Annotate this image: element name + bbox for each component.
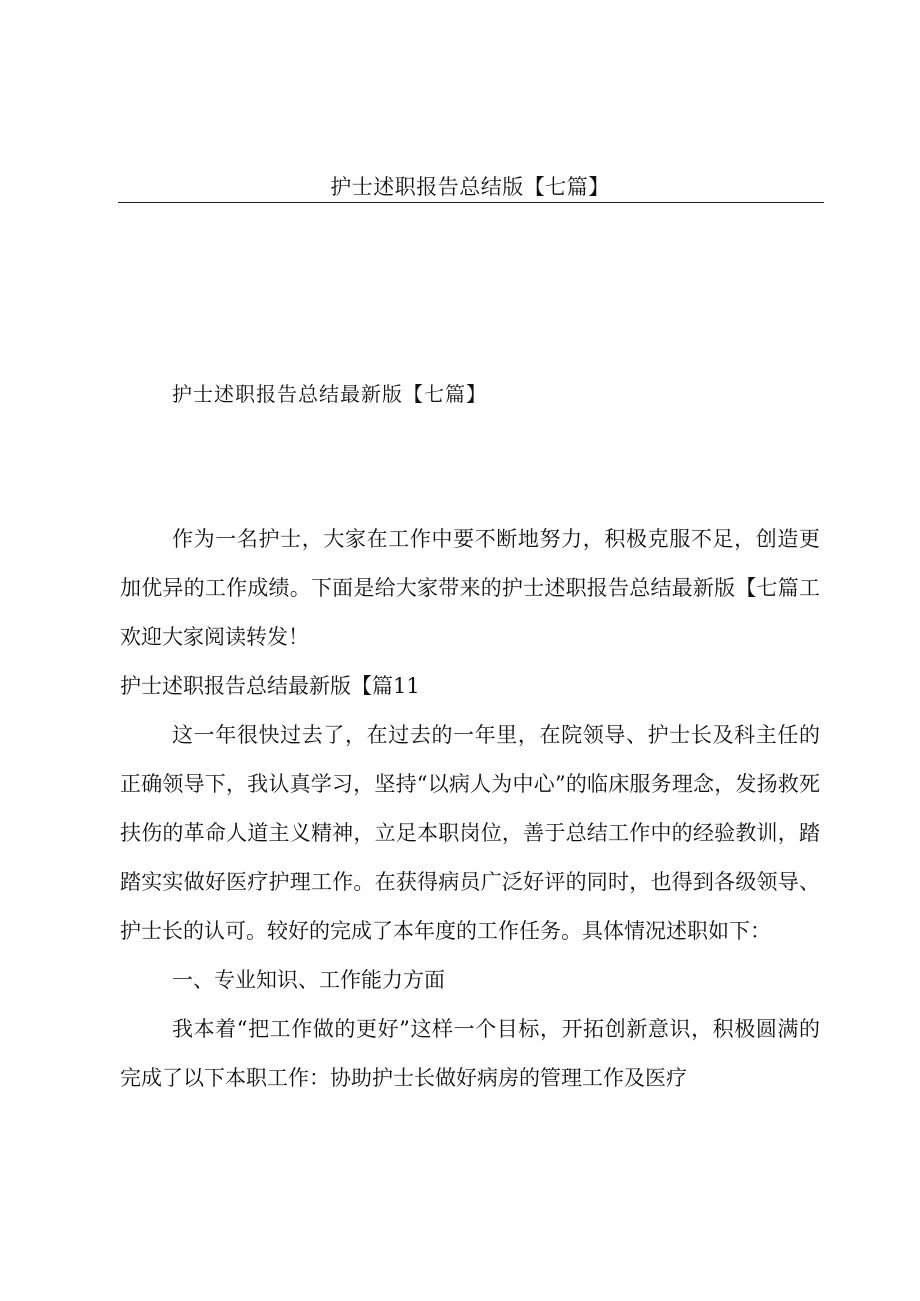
body-paragraph: 我本着“把工作做的更好”这样一个目标，开拓创新意识，积极圆满的完成了以下本职工作：协助护士长做好病房的管理工作及医疗 xyxy=(120,1017,820,1090)
header-divider xyxy=(118,202,824,203)
body-paragraph: 这一年很快过去了，在过去的一年里，在院领导、护士长及科主任的正确领导下，我认真学习，坚持“以病人为中心”的临床服务理念，发扬救死扶伤的革命人道主义精神，立足本职岗位，善于总结工作中的经验教训，踏踏实实做好医疗护理工作。在获得病员广泛好评的同时，也得到各级领导、护士长的认可。较好的完成了本年度的工作任务。具体情况述职如下： xyxy=(120,723,820,943)
intro-paragraph: 作为一名护士，大家在工作中要不断地努力，积极克服不足，创造更加优异的工作成绩。下面是给大家带来的护士述职报告总结最新版【七篇工欢迎大家阅读转发！ xyxy=(120,527,820,649)
running-header-title: 护士述职报告总结版【七篇】 xyxy=(330,175,610,199)
document-title: 护士述职报告总结最新版【七篇】 xyxy=(172,382,487,406)
section-heading: 一、专业知识、工作能力方面 xyxy=(172,968,445,992)
chapter-heading: 护士述职报告总结最新版【篇11 xyxy=(120,674,420,698)
document-body xyxy=(120,515,820,1103)
